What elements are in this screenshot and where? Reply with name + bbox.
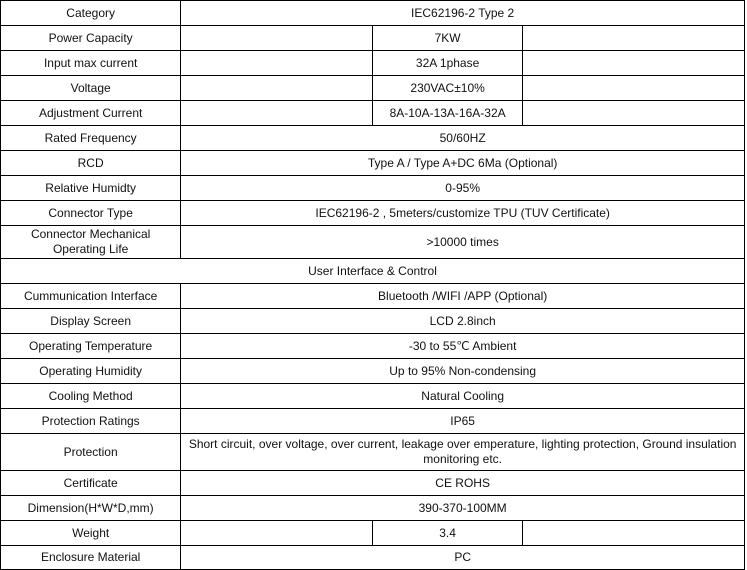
row-label: Protection Ratings: [1, 409, 181, 434]
row-label: Cooling Method: [1, 384, 181, 409]
empty-cell: [181, 101, 373, 126]
row-value: 32A 1phase: [372, 51, 522, 76]
empty-cell: [181, 76, 373, 101]
row-value: 3.4: [372, 521, 522, 546]
row-label: Rated Frequency: [1, 126, 181, 151]
row-value: Type A / Type A+DC 6Ma (Optional): [181, 151, 745, 176]
row-value: 0-95%: [181, 176, 745, 201]
empty-cell: [181, 51, 373, 76]
row-label: Operating Humidity: [1, 359, 181, 384]
row-label: Power Capacity: [1, 26, 181, 51]
row-label: Input max current: [1, 51, 181, 76]
row-label: Protection: [1, 434, 181, 471]
row-value: PC: [181, 546, 745, 570]
empty-cell: [523, 101, 745, 126]
row-label: Dimension(H*W*D,mm): [1, 496, 181, 521]
row-value: Up to 95% Non-condensing: [181, 359, 745, 384]
table-row: [1, 334, 745, 359]
table-row: [1, 151, 745, 176]
table-row: [1, 434, 745, 471]
table-row: [1, 176, 745, 201]
row-value: 390-370-100MM: [181, 496, 745, 521]
empty-cell: [523, 76, 745, 101]
row-value: LCD 2.8inch: [181, 309, 745, 334]
table-row: [1, 309, 745, 334]
table-row: [1, 1, 745, 26]
row-label: Voltage: [1, 76, 181, 101]
row-value: CE ROHS: [181, 471, 745, 496]
row-label: Certificate: [1, 471, 181, 496]
table-row: [1, 126, 745, 151]
table-row: [1, 26, 745, 51]
table-row: [1, 76, 745, 101]
table-row: [1, 284, 745, 309]
table-row: [1, 201, 745, 226]
row-value: >10000 times: [181, 226, 745, 259]
table-row: [1, 359, 745, 384]
empty-cell: [181, 521, 373, 546]
row-value: 50/60HZ: [181, 126, 745, 151]
table-row: [1, 101, 745, 126]
row-value: Bluetooth /WIFI /APP (Optional): [181, 284, 745, 309]
table-row: [1, 471, 745, 496]
row-label: Connector Mechanical Operating Life: [1, 226, 181, 259]
row-value: 230VAC±10%: [372, 76, 522, 101]
empty-cell: [181, 26, 373, 51]
section-header: User Interface & Control: [1, 259, 745, 284]
table-row: [1, 496, 745, 521]
row-label: Weight: [1, 521, 181, 546]
row-value: IEC62196-2 , 5meters/customize TPU (TUV Certificate): [181, 201, 745, 226]
empty-cell: [523, 26, 745, 51]
row-value: Short circuit, over voltage, over current, leakage over emperature, lighting protection, Ground insulation monitoring etc.: [181, 434, 745, 471]
empty-cell: [523, 521, 745, 546]
table-row: [1, 226, 745, 259]
table-row: [1, 409, 745, 434]
row-value: 7KW: [372, 26, 522, 51]
row-label: RCD: [1, 151, 181, 176]
row-label: Cummunication Interface: [1, 284, 181, 309]
section-header-row: [1, 259, 745, 284]
row-label: Operating Temperature: [1, 334, 181, 359]
row-label: Connector Type: [1, 201, 181, 226]
row-label: Adjustment Current: [1, 101, 181, 126]
row-value: -30 to 55℃ Ambient: [181, 334, 745, 359]
row-label: Display Screen: [1, 309, 181, 334]
empty-cell: [523, 51, 745, 76]
row-label: Relative Humidty: [1, 176, 181, 201]
row-value: IEC62196-2 Type 2: [181, 1, 745, 26]
table-row: [1, 384, 745, 409]
row-value: Natural Cooling: [181, 384, 745, 409]
table-row: [1, 521, 745, 546]
row-value: IP65: [181, 409, 745, 434]
table-row: [1, 51, 745, 76]
row-label: Category: [1, 1, 181, 26]
row-value: 8A-10A-13A-16A-32A: [372, 101, 522, 126]
row-label: Enclosure Material: [1, 546, 181, 570]
table-row: [1, 546, 745, 570]
